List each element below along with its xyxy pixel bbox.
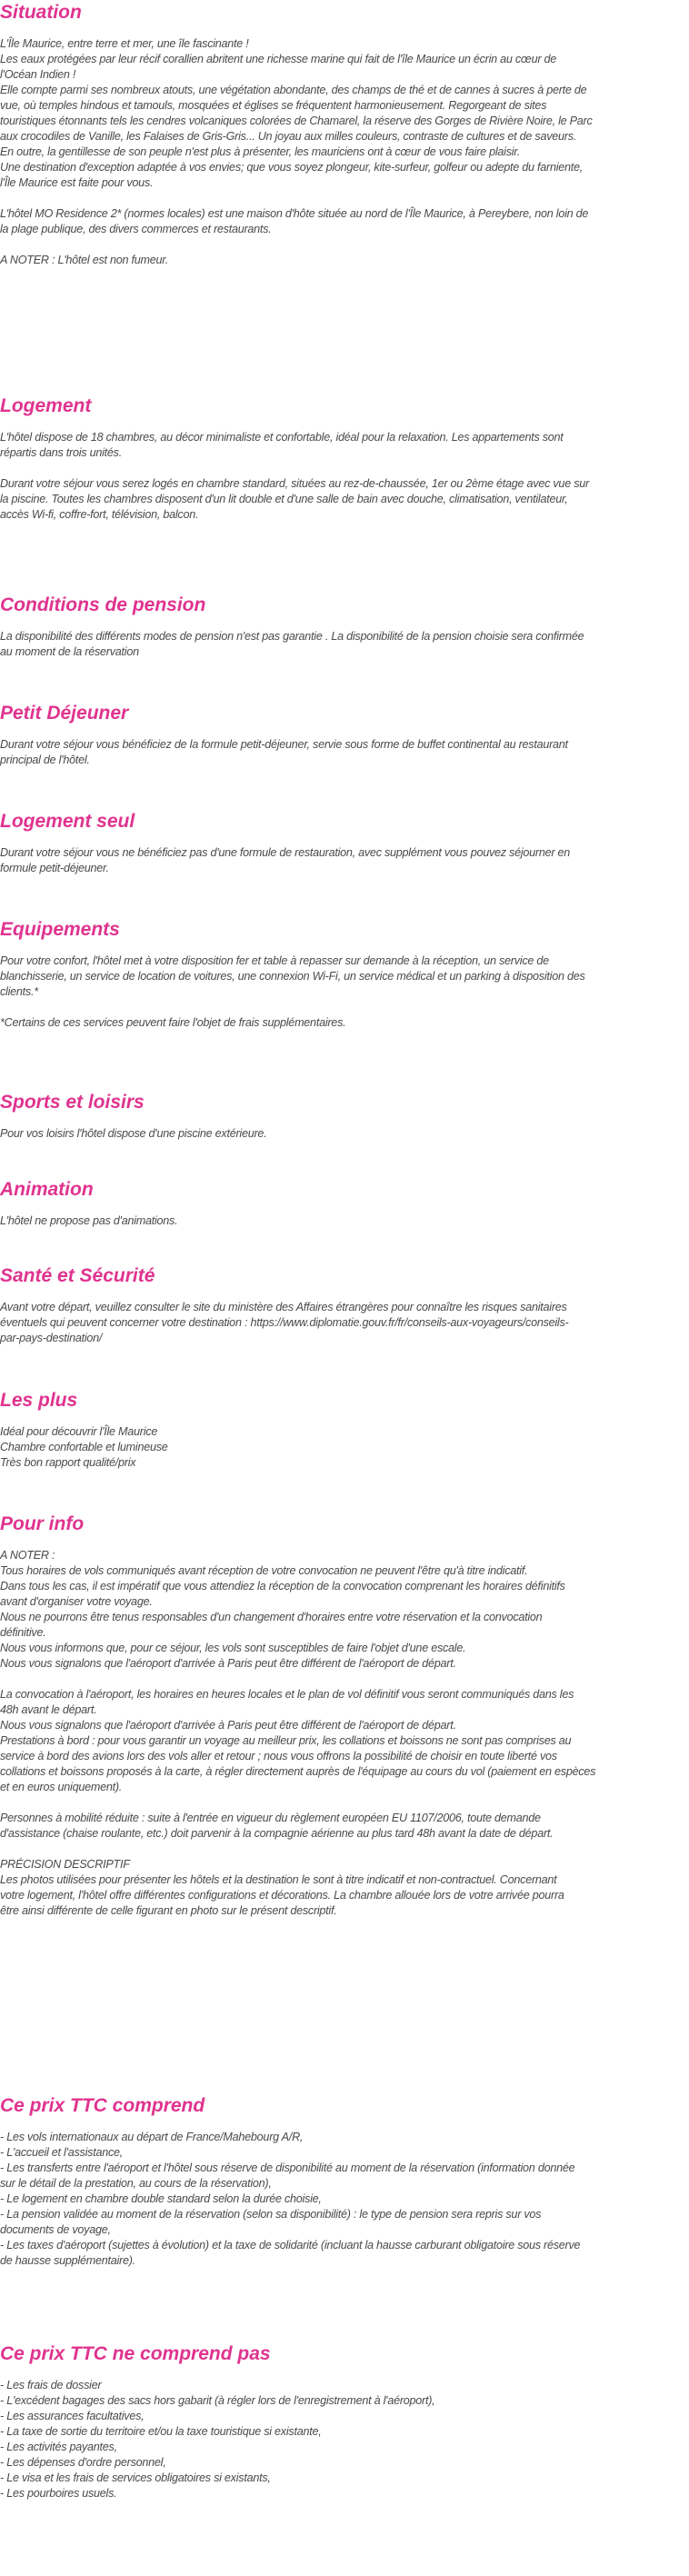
section-title-les-plus: Les plus <box>0 1390 78 1411</box>
section-body-animation <box>0 1213 689 1229</box>
section-title-logement: Logement <box>0 395 92 416</box>
text-line: Personnes à mobilité réduite : suite à l'entrée en vigueur du règlement européen EU 1107/2006, toute demande <box>0 1812 541 1824</box>
text-line: être ainsi différente de celle figurant en photo sur le présent descriptif. <box>0 1904 337 1917</box>
text-line: service à bord des avions lors des vols aller et retour ; nous vous offrons la possibilité de choisir en toute liberté vos <box>0 1750 557 1762</box>
text-line: Les eaux protégées par leur récif corallien abritent une richesse marine qui fait de l'île Maurice un écrin au cœur de <box>0 53 557 65</box>
text-line: Nous vous signalons que l'aéroport d'arrivée à Paris peut être différent de l'aéroport de départ. <box>0 1719 456 1732</box>
text-line: - L'accueil et l'assistance, <box>0 2146 124 2159</box>
text-line: PRÉCISION DESCRIPTIF <box>0 1858 130 1871</box>
text-line: L'Île Maurice, entre terre et mer, une île fascinante ! <box>0 37 249 50</box>
text-line: Tous horaires de vols communiqués avant réception de votre convocation ne peuvent l'être qu'à titre indicatif. <box>0 1564 528 1577</box>
section-body-les-plus <box>0 1424 689 1471</box>
paragraph-gap <box>0 1795 689 1811</box>
text-line: - Le logement en chambre double standard selon la durée choisie, <box>0 2192 322 2205</box>
text-line: Durant votre séjour vous bénéficiez de la formule petit-déjeuner, servie sous forme de buffet continental au restaurant <box>0 738 568 751</box>
text-line: - Les transferts entre l'aéroport et l'hôtel sous réserve de disponibilité au moment de la réservation (information donnée <box>0 2162 575 2174</box>
text-line: A NOTER : <box>0 1549 55 1562</box>
text-line: - L'excédent bagages des sacs hors gabarit (à régler lors de l'enregistrement à l'aéroport), <box>0 2394 435 2407</box>
text-line: Les photos utilisées pour présenter les hôtels et la destination le sont à titre indicatif et non-contractuel. Concernant <box>0 1873 557 1886</box>
section-title-sante-securite: Santé et Sécurité <box>0 1265 155 1286</box>
text-line: Chambre confortable et lumineuse <box>0 1441 168 1453</box>
section-body-conditions-pension <box>0 629 689 660</box>
text-line: sur le détail de la prestation, au cours de la réservation), <box>0 2177 272 2190</box>
text-line: Nous vous informons que, pour ce séjour, les vols sont susceptibles de faire l'objet d'une escale. <box>0 1642 466 1654</box>
section-body-sante-securite <box>0 1300 689 1346</box>
text-line: touristiques étonnants tels les cendres volcaniques colorées de Chamarel, la réserve des Gorges de Rivière Noire, le Parc <box>0 115 593 127</box>
text-line: - Les taxes d'aéroport (sujettes à évolution) et la taxe de solidarité (incluant la hausse carburant obligatoire sous réserve <box>0 2239 581 2252</box>
text-line: blanchisserie, un service de location de voitures, une connexion Wi-Fi, un service médical et un parking à disposition des <box>0 970 585 983</box>
section-body-prix-comprend <box>0 2130 689 2269</box>
section-body-situation <box>0 36 689 268</box>
text-line: formule petit-déjeuner. <box>0 862 109 874</box>
text-line: au moment de la réservation <box>0 645 139 658</box>
section-body-petit-dejeuner <box>0 737 689 768</box>
section-title-prix-comprend: Ce prix TTC comprend <box>0 2095 205 2116</box>
text-line: clients.* <box>0 985 38 998</box>
text-line: Nous vous signalons que l'aéroport d'arrivée à Paris peut être différent de l'aéroport de départ. <box>0 1657 456 1670</box>
paragraph-gap <box>0 461 689 476</box>
text-line: 48h avant le départ. <box>0 1703 97 1716</box>
text-line: - La pension validée au moment de la réservation (selon sa disponibilité) : le type de pension sera repris sur vos <box>0 2208 542 2221</box>
text-line: Très bon rapport qualité/prix <box>0 1456 136 1469</box>
section-title-logement-seul: Logement seul <box>0 811 135 832</box>
text-line: - Le visa et les frais de services obligatoires si existants, <box>0 2471 271 2484</box>
text-line: Elle compte parmi ses nombreux atouts, une végétation abondante, des champs de thé et de cannes à sucres à perte de <box>0 84 587 96</box>
text-line: - La taxe de sortie du territoire et/ou la taxe touristique si existante, <box>0 2425 322 2438</box>
text-line: définitive. <box>0 1626 46 1639</box>
section-title-petit-dejeuner: Petit Déjeuner <box>0 703 129 724</box>
section-title-conditions-pension: Conditions de pension <box>0 594 206 615</box>
text-line: L'hôtel dispose de 18 chambres, au décor minimaliste et confortable, idéal pour la relaxation. Les appartements sont <box>0 431 564 444</box>
text-line: par-pays-destination/ <box>0 1332 103 1344</box>
text-line: A NOTER : L'hôtel est non fumeur. <box>0 254 169 266</box>
text-line: Prestations à bord : pour vous garantir un voyage au meilleur prix, les collations et boissons ne sont pas comprises au <box>0 1734 572 1747</box>
text-line: éventuels qui peuvent concerner votre destination : https://www.diplomatie.gouv.fr/fr/conseils-aux-voyageurs/conseils- <box>0 1316 569 1329</box>
text-line: avant d'organiser votre voyage. <box>0 1595 153 1608</box>
section-body-logement <box>0 430 689 523</box>
text-line: Pour votre confort, l'hôtel met à votre disposition fer et table à repasser sur demande à la réception, un service de <box>0 954 549 967</box>
text-line: de hausse supplémentaire). <box>0 2254 135 2267</box>
paragraph-gap <box>0 191 689 206</box>
text-line: l'Océan Indien ! <box>0 68 76 81</box>
text-line: documents de voyage, <box>0 2223 111 2236</box>
paragraph-gap <box>0 1672 689 1687</box>
text-line: L'hôtel MO Residence 2* (normes locales) est une maison d'hôte située au nord de l'Île Maurice, à Pereybere, non loin de <box>0 207 589 220</box>
text-line: Une destination d'exception adaptée à vos envies; que vous soyez plongeur, kite-surfeur, golfeur ou adepte du farniente, <box>0 161 584 174</box>
section-title-prix-ne-comprend-pas: Ce prix TTC ne comprend pas <box>0 2343 271 2364</box>
paragraph-gap <box>0 1842 689 1857</box>
text-line: votre logement, l'hôtel offre différentes configurations et décorations. La chambre allouée lors de votre arrivée pourra <box>0 1889 564 1902</box>
text-line: En outre, la gentillesse de son peuple n'est plus à présenter, les mauriciens ont à cœur de vous faire plaisir. <box>0 145 521 158</box>
text-line: - Les activités payantes, <box>0 2441 117 2453</box>
text-line: Idéal pour découvrir l'Île Maurice <box>0 1425 158 1438</box>
text-line: Pour vos loisirs l'hôtel dispose d'une piscine extérieure. <box>0 1127 267 1140</box>
text-line: *Certains de ces services peuvent faire l'objet de frais supplémentaires. <box>0 1016 346 1029</box>
section-body-prix-ne-comprend-pas <box>0 2378 689 2501</box>
text-line: Durant votre séjour vous serez logés en chambre standard, situées au rez-de-chaussée, 1er ou 2ème étage avec vue sur <box>0 477 589 490</box>
section-title-pour-info: Pour info <box>0 1513 85 1534</box>
section-body-logement-seul <box>0 845 689 876</box>
text-line: d'assistance (chaise roulante, etc.) doit parvenir à la compagnie aérienne au plus tard 48h avant la date de départ. <box>0 1827 554 1840</box>
text-line: Dans tous les cas, il est impératif que vous attendiez la réception de la convocation comprenant les horaires définitifs <box>0 1580 565 1593</box>
text-line: - Les pourboires usuels. <box>0 2487 117 2500</box>
text-line: principal de l'hôtel. <box>0 754 90 766</box>
text-line: - Les assurances facultatives, <box>0 2410 145 2422</box>
text-line: La disponibilité des différents modes de pension n'est pas garantie . La disponibilité de la pension choisie sera confirmée <box>0 630 584 643</box>
section-title-equipements: Equipements <box>0 919 120 940</box>
section-title-situation: Situation <box>0 2 82 23</box>
text-line: - Les dépenses d'ordre personnel, <box>0 2456 166 2469</box>
text-line: - Les frais de dossier <box>0 2379 102 2391</box>
paragraph-gap <box>0 1000 689 1015</box>
text-line: La convocation à l'aéroport, les horaires en heures locales et le plan de vol définitif vous seront communiqués dans les <box>0 1688 574 1701</box>
section-title-sports-loisirs: Sports et loisirs <box>0 1092 145 1113</box>
section-body-pour-info <box>0 1548 689 1919</box>
text-line: répartis dans trois unités. <box>0 446 122 459</box>
text-line: collations et boissons proposés à la carte, à régler directement auprès de l'équipage au cours du vol (paiement en espèces <box>0 1765 596 1778</box>
text-line: Nous ne pourrons être tenus responsables d'un changement d'horaires entre votre réservation et la convocation <box>0 1611 543 1623</box>
text-line: L'hôtel ne propose pas d'animations. <box>0 1214 178 1227</box>
section-body-sports-loisirs <box>0 1126 689 1142</box>
text-line: aux crocodiles de Vanille, les Falaises de Gris-Gris... Un joyau aux milles couleurs, contraste de cultures et de saveurs. <box>0 130 576 143</box>
text-line: et en euros uniquement). <box>0 1781 123 1793</box>
text-line: accès Wi-fi, coffre-fort, télévision, balcon. <box>0 508 199 521</box>
text-line: la piscine. Toutes les chambres disposent d'un lit double et d'une salle de bain avec douche, climatisation, ventilateur, <box>0 493 568 505</box>
section-title-animation: Animation <box>0 1179 94 1200</box>
paragraph-gap <box>0 237 689 253</box>
text-line: Avant votre départ, veuillez consulter le site du ministère des Affaires étrangères pour connaître les risques sanitaires <box>0 1301 567 1313</box>
text-line: - Les vols internationaux au départ de France/Mahebourg A/R, <box>0 2131 304 2143</box>
text-line: l'Île Maurice est faite pour vous. <box>0 176 154 189</box>
text-line: vue, où temples hindous et tamouls, mosquées et églises se fréquentent harmonieusement. Regorgeant de sites <box>0 99 547 112</box>
section-body-equipements <box>0 954 689 1031</box>
text-line: la plage publique, des divers commerces et restaurants. <box>0 223 272 235</box>
text-line: Durant votre séjour vous ne bénéficiez pas d'une formule de restauration, avec supplément vous pouvez séjourner en <box>0 846 571 859</box>
